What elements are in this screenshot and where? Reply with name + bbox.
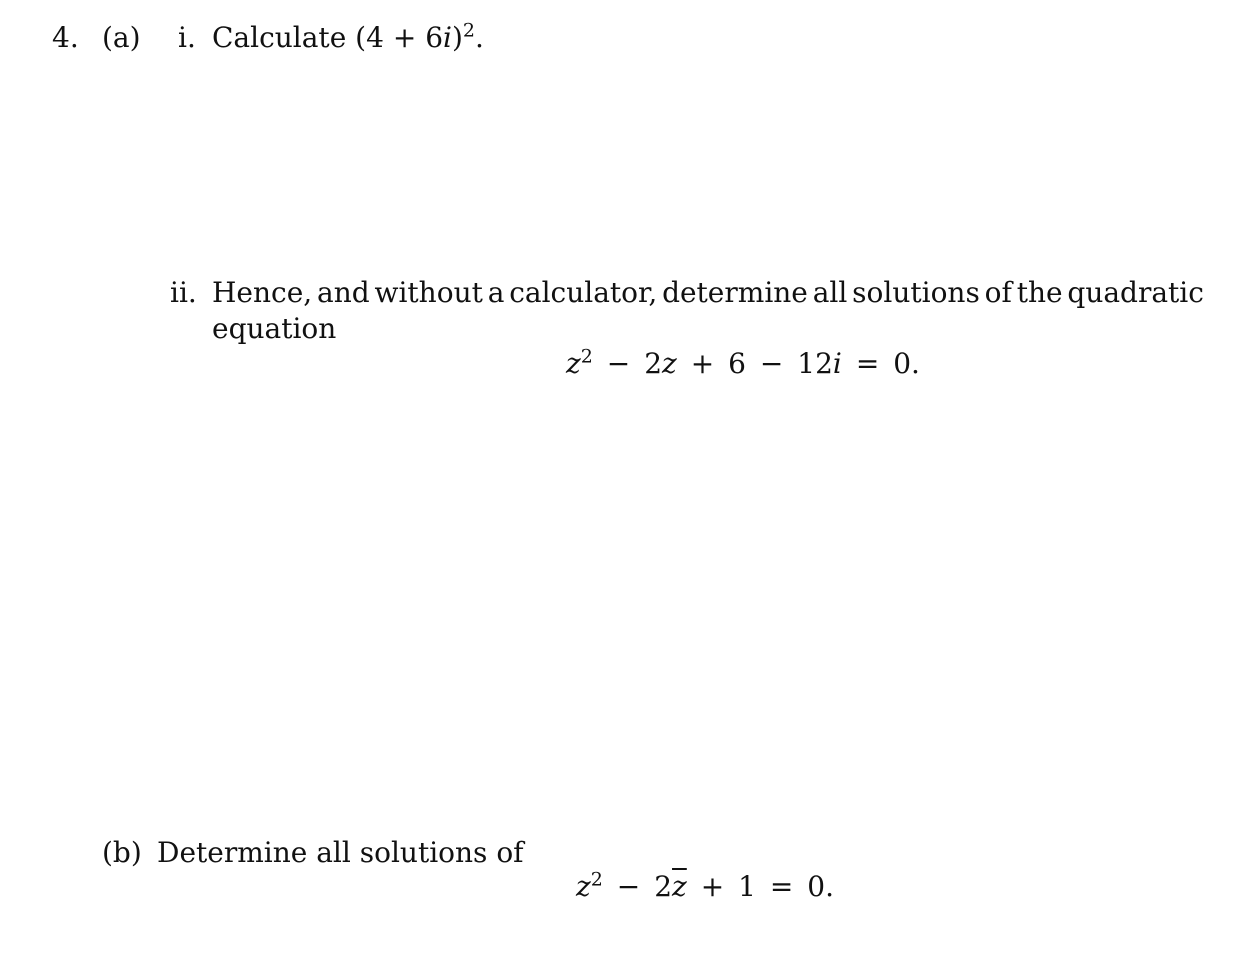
sub-ii-line1: [212, 276, 1204, 309]
word: solutions: [852, 276, 980, 309]
part-b-label: (b): [102, 836, 142, 869]
part-b-text: Determine all solutions of: [157, 836, 524, 869]
word: determine: [662, 276, 808, 309]
word: a: [487, 276, 505, 309]
sub-i-instruction: Calculate: [212, 21, 347, 54]
word: quadratic: [1067, 276, 1204, 309]
sub-i-label: i.: [178, 21, 196, 54]
word: calculator,: [509, 276, 658, 309]
part-a-label: (a): [102, 21, 141, 54]
word: and: [317, 276, 370, 309]
sub-ii-line2: equation: [212, 312, 337, 345]
sub-i-expression-rendered: $(4 + 6i)^2$.: [355, 19, 484, 54]
word: Hence,: [212, 276, 313, 309]
sub-ii-label: ii.: [170, 276, 197, 309]
question-number: 4.: [52, 21, 79, 54]
word: all: [812, 276, 848, 309]
sub-ii-equation: $z^2 - 2z + 6 - 12i = 0$.: [566, 345, 920, 380]
word: without: [374, 276, 483, 309]
sub-i-text: [212, 19, 484, 54]
part-b-equation: $z^2 - 2\overline{z} + 1 = 0$.: [576, 868, 834, 903]
word: of: [984, 276, 1012, 309]
word: the: [1016, 276, 1063, 309]
